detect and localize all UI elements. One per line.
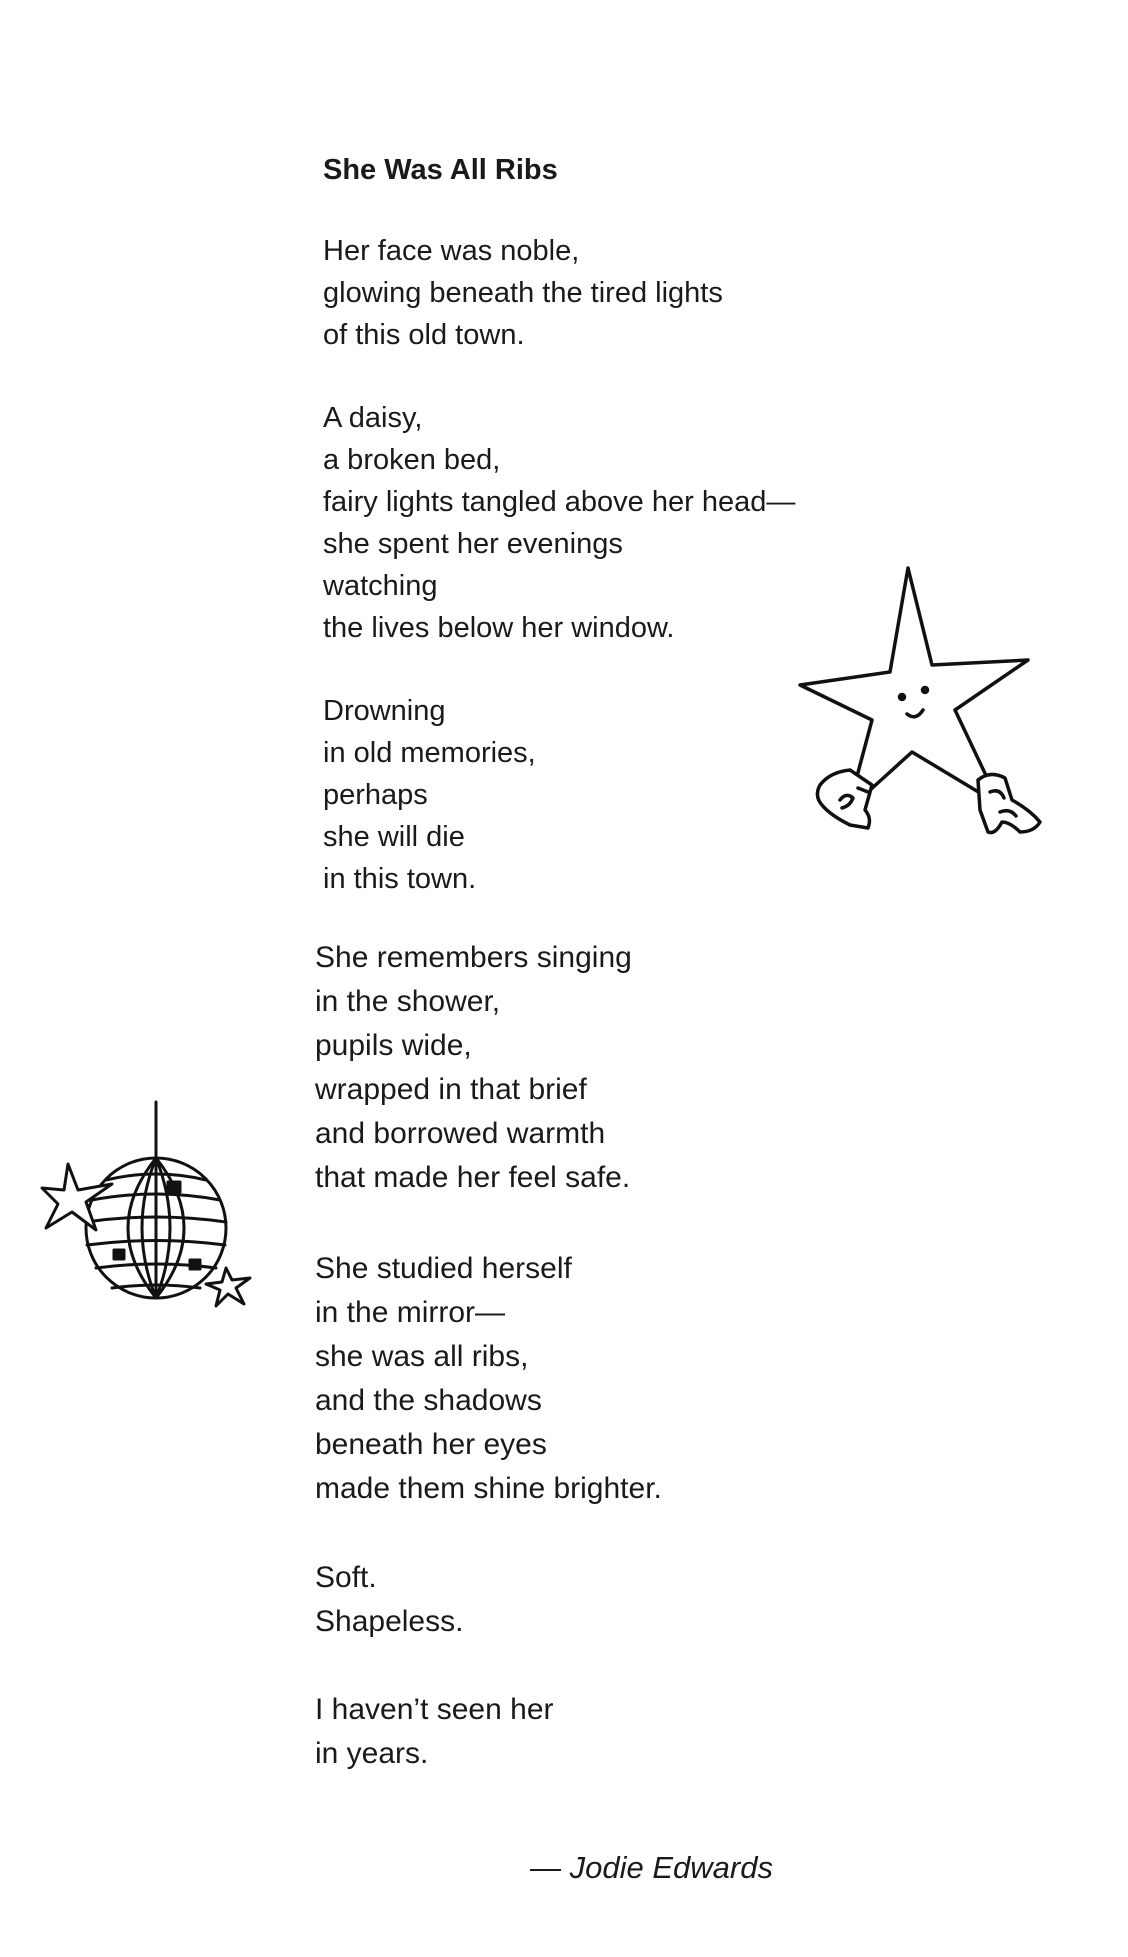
poem-line: that made her feel safe. (315, 1161, 631, 1194)
stanza (323, 230, 723, 356)
poem-line: wrapped in that brief (315, 1073, 587, 1106)
poem-line: of this old town. (323, 319, 525, 351)
stanza (315, 936, 632, 1200)
poem-line: She studied herself (315, 1252, 572, 1285)
poem-line: made them shine brighter. (315, 1472, 662, 1505)
poem-title: She Was All Ribs (323, 154, 558, 186)
poem-signature: — Jodie Edwards (530, 1850, 773, 1885)
poem-line: A daisy, (323, 402, 423, 434)
poem-line: She remembers singing (315, 941, 632, 974)
poem-line: in years. (315, 1737, 429, 1770)
poem-line: I haven’t seen her (315, 1693, 554, 1726)
poem-line: Soft. (315, 1561, 377, 1594)
stanza (315, 1688, 554, 1776)
poem-line: beneath her eyes (315, 1428, 547, 1461)
poem-line: she will die (323, 821, 465, 853)
poem-line: Drowning (323, 695, 446, 727)
poem-line: a broken bed, (323, 444, 501, 476)
poem-line: pupils wide, (315, 1029, 472, 1062)
poem-line: in the mirror— (315, 1296, 506, 1329)
stanza (323, 397, 795, 649)
poem-line: fairy lights tangled above her head— (323, 486, 796, 518)
smiling-star-with-cowboy-boots-icon (790, 560, 1050, 850)
poem-line: watching (323, 570, 438, 602)
poem-line: perhaps (323, 779, 428, 811)
poem-line: she was all ribs, (315, 1340, 529, 1373)
poem-line: in the shower, (315, 985, 501, 1018)
poem-line: in this town. (323, 863, 477, 895)
poem-line: she spent her evenings (323, 528, 623, 560)
poem-line: Shapeless. (315, 1605, 464, 1638)
poem-line: and borrowed warmth (315, 1117, 606, 1150)
disco-ball-with-stars-icon (40, 1100, 270, 1320)
poem-line: and the shadows (315, 1384, 542, 1417)
poem-line: Her face was noble, (323, 235, 580, 267)
poem-line: glowing beneath the tired lights (323, 277, 723, 309)
stanza (323, 690, 536, 900)
poem-line: the lives below her window. (323, 612, 675, 644)
poem-line: in old memories, (323, 737, 536, 769)
stanza (315, 1556, 463, 1644)
stanza (315, 1247, 662, 1511)
